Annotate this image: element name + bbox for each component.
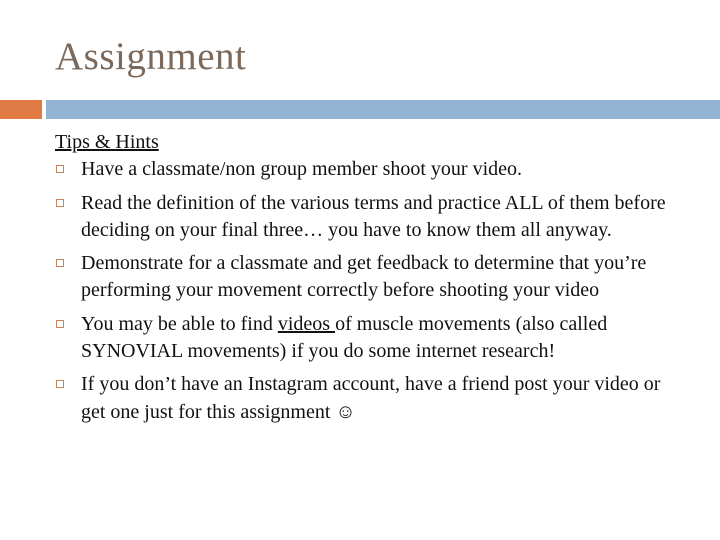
tips-heading: Tips & Hints (55, 131, 159, 153)
slide-content (55, 129, 685, 426)
list-item (55, 371, 685, 426)
list-item-text: If you don’t have an Instagram account, have a friend post your video or get one just for this assignment ☺ (81, 373, 661, 423)
list-item-text: Read the definition of the various terms and practice ALL of them before deciding on your final three… you have to know them all anyway. (81, 191, 666, 241)
square-bullet-icon (56, 320, 64, 328)
tips-list (55, 156, 685, 426)
list-item-text: Demonstrate for a classmate and get feedback to determine that you’re performing your movement correctly before shooting your video (81, 252, 647, 302)
list-item (55, 156, 685, 183)
slide-title: Assignment (55, 35, 247, 78)
videos-link[interactable]: videos (277, 312, 336, 335)
square-bullet-icon (56, 199, 64, 207)
list-item-text: of muscle movements (also called SYNOVIAL movements) if you do some internet research! (81, 312, 608, 363)
list-item-text: You may be able to find (81, 312, 278, 335)
square-bullet-icon (56, 380, 64, 388)
list-item-text: Have a classmate/non group member shoot your video. (81, 158, 522, 181)
list-item (55, 250, 685, 305)
square-bullet-icon (56, 165, 64, 173)
accent-bar-blue (46, 100, 720, 119)
list-item (55, 190, 685, 245)
accent-bar-orange (0, 100, 42, 119)
square-bullet-icon (56, 259, 64, 267)
list-item (55, 311, 685, 366)
